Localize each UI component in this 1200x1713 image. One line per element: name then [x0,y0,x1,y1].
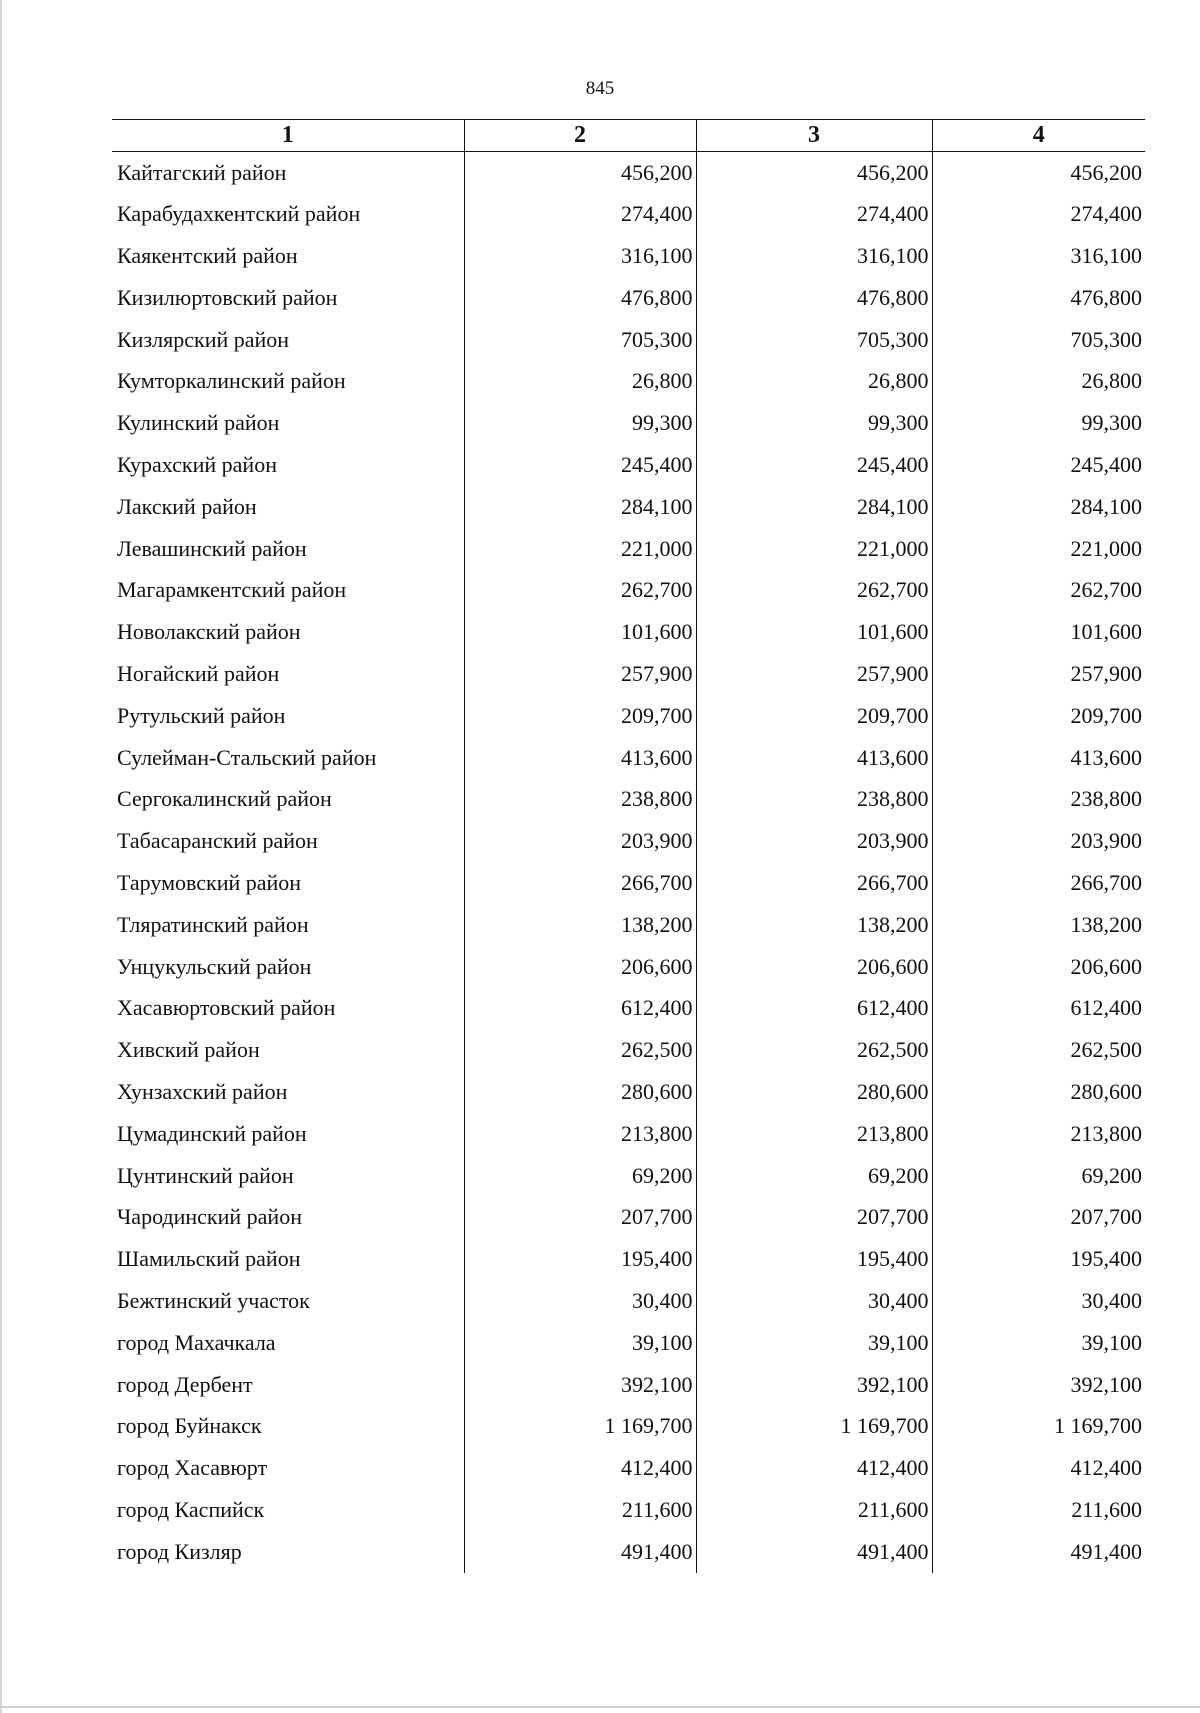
table-row [112,235,1145,277]
table-row [112,1155,1145,1197]
value-cell-col4: 1 169,700 [932,1405,1145,1447]
district-name-cell: Хивский район [117,1037,260,1063]
table-row [112,277,1145,319]
value-cell-col4: 257,900 [932,653,1145,695]
value-cell-col4: 207,700 [932,1196,1145,1238]
page-number: 845 [585,78,615,99]
value-cell-col4: 206,600 [932,946,1145,988]
value-cell-col2: 412,400 [464,1447,696,1489]
district-name-cell: Левашинский район [117,535,307,561]
district-name-cell: Шамильский район [117,1246,301,1272]
value-cell-col4: 392,100 [932,1364,1145,1406]
value-cell-col4: 238,800 [932,778,1145,820]
scan-edge [0,0,2,1713]
table-row [112,1364,1145,1406]
value-cell-col4: 69,200 [932,1155,1145,1197]
value-cell-col4: 280,600 [932,1071,1145,1113]
value-cell-col4: 203,900 [932,820,1145,862]
district-name-cell: Чародинский район [117,1204,302,1230]
value-cell-col2: 257,900 [464,653,696,695]
value-cell-col2: 1 169,700 [464,1405,696,1447]
district-name-cell: Унцукульский район [117,953,312,979]
value-cell-col3: 392,100 [696,1364,932,1406]
value-cell-col3: 207,700 [696,1196,932,1238]
district-name-cell: Кизлярский район [117,326,290,352]
table-row [112,402,1145,444]
table-row [112,695,1145,737]
value-cell-col2: 284,100 [464,486,696,528]
value-cell-col3: 412,400 [696,1447,932,1489]
value-cell-col2: 476,800 [464,277,696,319]
district-name-cell: Хасавюртовский район [117,995,336,1021]
value-cell-col3: 257,900 [696,653,932,695]
value-cell-col4: 491,400 [932,1531,1145,1573]
table-row [112,1029,1145,1071]
value-cell-col4: 284,100 [932,486,1145,528]
value-cell-col2: 209,700 [464,695,696,737]
value-cell-col2: 138,200 [464,904,696,946]
value-cell-col3: 262,500 [696,1029,932,1071]
table-row [112,1531,1145,1573]
district-name-cell: Бежтинский участок [117,1287,310,1313]
value-cell-col3: 491,400 [696,1531,932,1573]
table-row [112,1405,1145,1447]
value-cell-col3: 203,900 [696,820,932,862]
district-name-cell: город Кизляр [117,1538,242,1564]
value-cell-col4: 138,200 [932,904,1145,946]
value-cell-col3: 26,800 [696,360,932,402]
table-row [112,904,1145,946]
value-cell-col3: 705,300 [696,319,932,361]
table-row [112,1196,1145,1238]
district-name-cell: город Махачкала [117,1329,276,1355]
value-cell-col4: 266,700 [932,862,1145,904]
value-cell-col3: 280,600 [696,1071,932,1113]
district-name-cell: Тляратинский район [117,911,309,937]
value-cell-col3: 266,700 [696,862,932,904]
value-cell-col3: 101,600 [696,611,932,653]
district-name-cell: город Каспийск [117,1496,265,1522]
value-cell-col4: 412,400 [932,1447,1145,1489]
district-name-cell: город Дербент [117,1371,253,1397]
data-table [112,119,1145,1573]
value-cell-col4: 705,300 [932,319,1145,361]
table-row [112,1280,1145,1322]
value-cell-col4: 316,100 [932,235,1145,277]
value-cell-col4: 274,400 [932,193,1145,235]
table-header-row [112,120,1145,152]
value-cell-col2: 266,700 [464,862,696,904]
value-cell-col3: 195,400 [696,1238,932,1280]
value-cell-col2: 238,800 [464,778,696,820]
table-row [112,360,1145,402]
value-cell-col4: 221,000 [932,528,1145,570]
value-cell-col2: 491,400 [464,1531,696,1573]
value-cell-col2: 211,600 [464,1489,696,1531]
value-cell-col2: 99,300 [464,402,696,444]
column-header: 3 [696,120,932,152]
value-cell-col3: 211,600 [696,1489,932,1531]
district-name-cell: Кизилюртовский район [117,284,338,310]
value-cell-col3: 209,700 [696,695,932,737]
district-name-cell: город Хасавюрт [117,1455,268,1481]
table-row [112,486,1145,528]
district-name-cell: Карабудахкентский район [117,201,361,227]
value-cell-col3: 221,000 [696,528,932,570]
table-row [112,1071,1145,1113]
district-name-cell: Ногайский район [117,660,280,686]
value-cell-col3: 612,400 [696,987,932,1029]
value-cell-col2: 413,600 [464,737,696,779]
value-cell-col3: 413,600 [696,737,932,779]
value-cell-col4: 262,700 [932,569,1145,611]
value-cell-col3: 30,400 [696,1280,932,1322]
value-cell-col4: 413,600 [932,737,1145,779]
table-row [112,987,1145,1029]
table-row [112,569,1145,611]
value-cell-col4: 39,100 [932,1322,1145,1364]
table-row [112,1238,1145,1280]
value-cell-col2: 280,600 [464,1071,696,1113]
value-cell-col3: 206,600 [696,946,932,988]
value-cell-col2: 262,500 [464,1029,696,1071]
value-cell-col3: 1 169,700 [696,1405,932,1447]
table-row [112,319,1145,361]
district-name-cell: Хунзахский район [117,1078,288,1104]
value-cell-col2: 221,000 [464,528,696,570]
value-cell-col2: 316,100 [464,235,696,277]
value-cell-col2: 705,300 [464,319,696,361]
value-cell-col2: 245,400 [464,444,696,486]
table-row [112,653,1145,695]
table-row [112,1113,1145,1155]
value-cell-col2: 26,800 [464,360,696,402]
district-name-cell: Магарамкентский район [117,577,347,603]
value-cell-col3: 245,400 [696,444,932,486]
district-name-cell: Табасаранский район [117,828,318,854]
value-cell-col2: 69,200 [464,1155,696,1197]
value-cell-col4: 245,400 [932,444,1145,486]
table-row [112,778,1145,820]
value-cell-col4: 209,700 [932,695,1145,737]
column-header: 4 [932,120,1145,152]
value-cell-col2: 274,400 [464,193,696,235]
value-cell-col3: 456,200 [696,152,932,194]
value-cell-col2: 206,600 [464,946,696,988]
value-cell-col3: 316,100 [696,235,932,277]
value-cell-col4: 612,400 [932,987,1145,1029]
table-row [112,1447,1145,1489]
value-cell-col4: 262,500 [932,1029,1145,1071]
district-name-cell: Кайтагский район [117,159,287,185]
value-cell-col2: 392,100 [464,1364,696,1406]
district-name-cell: Цунтинский район [117,1162,294,1188]
value-cell-col2: 213,800 [464,1113,696,1155]
table-body [112,152,1145,1573]
value-cell-col4: 30,400 [932,1280,1145,1322]
table-row [112,193,1145,235]
table-row [112,152,1145,194]
value-cell-col3: 284,100 [696,486,932,528]
value-cell-col3: 69,200 [696,1155,932,1197]
value-cell-col3: 213,800 [696,1113,932,1155]
value-cell-col4: 99,300 [932,402,1145,444]
value-cell-col3: 39,100 [696,1322,932,1364]
district-name-cell: Кумторкалинский район [117,368,346,394]
scan-edge [0,1706,1200,1708]
value-cell-col4: 456,200 [932,152,1145,194]
district-name-cell: Новолакский район [117,619,301,645]
district-name-cell: Курахский район [117,451,277,477]
value-cell-col3: 99,300 [696,402,932,444]
value-cell-col4: 195,400 [932,1238,1145,1280]
value-cell-col4: 211,600 [932,1489,1145,1531]
table-row [112,1322,1145,1364]
district-name-cell: Тарумовский район [117,869,302,895]
table-row [112,862,1145,904]
value-cell-col3: 138,200 [696,904,932,946]
value-cell-col3: 274,400 [696,193,932,235]
district-name-cell: Лакский район [117,493,257,519]
table-row [112,528,1145,570]
value-cell-col3: 476,800 [696,277,932,319]
value-cell-col2: 39,100 [464,1322,696,1364]
table-row [112,444,1145,486]
value-cell-col2: 203,900 [464,820,696,862]
value-cell-col2: 195,400 [464,1238,696,1280]
district-name-cell: Кулинский район [117,410,280,436]
value-cell-col2: 30,400 [464,1280,696,1322]
district-name-cell: Цумадинский район [117,1120,307,1146]
table-row [112,820,1145,862]
table-row [112,611,1145,653]
value-cell-col2: 456,200 [464,152,696,194]
value-cell-col4: 101,600 [932,611,1145,653]
table-row [112,946,1145,988]
value-cell-col2: 612,400 [464,987,696,1029]
table-row [112,1489,1145,1531]
district-name-cell: Рутульский район [117,702,286,728]
value-cell-col4: 213,800 [932,1113,1145,1155]
district-name-cell: Каякентский район [117,242,298,268]
value-cell-col4: 26,800 [932,360,1145,402]
district-name-cell: город Буйнакск [117,1413,262,1439]
district-name-cell: Сергокалинский район [117,786,332,812]
district-name-cell: Сулейман-Стальский район [117,744,377,770]
value-cell-col2: 207,700 [464,1196,696,1238]
column-header: 2 [464,120,696,152]
value-cell-col3: 238,800 [696,778,932,820]
value-cell-col2: 262,700 [464,569,696,611]
value-cell-col4: 476,800 [932,277,1145,319]
value-cell-col2: 101,600 [464,611,696,653]
table-row [112,737,1145,779]
value-cell-col3: 262,700 [696,569,932,611]
column-header: 1 [112,120,464,152]
